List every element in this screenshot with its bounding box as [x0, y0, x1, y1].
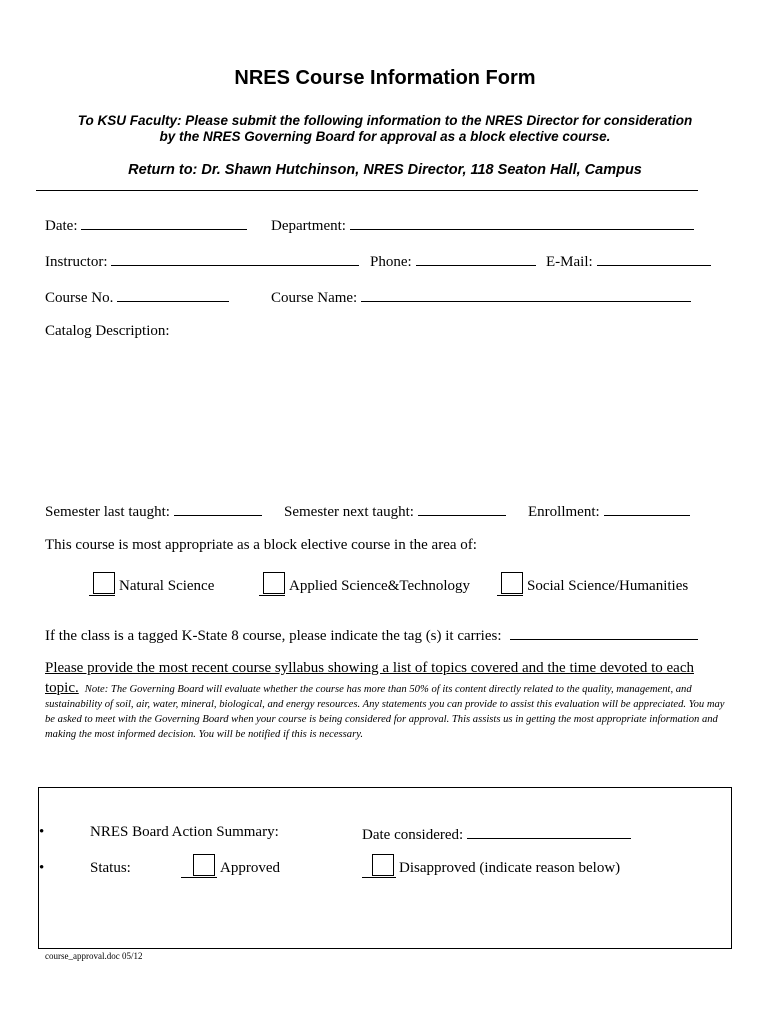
- status-label: Status:: [90, 860, 131, 876]
- footer-filename: course_approval.doc 05/12: [45, 951, 143, 961]
- intro-line-1: To KSU Faculty: Please submit the following information to the NRES Director for consideration: [77, 113, 693, 128]
- course-name-field[interactable]: [271, 287, 691, 307]
- natural-science-checkbox[interactable]: [89, 572, 115, 596]
- date-considered-field[interactable]: [362, 824, 631, 844]
- approved-checkbox[interactable]: [181, 854, 217, 878]
- date-blank[interactable]: [81, 215, 247, 230]
- date-label: Date:: [45, 218, 78, 234]
- enrollment-blank[interactable]: [604, 501, 690, 516]
- date-considered-blank[interactable]: [467, 824, 631, 839]
- date-field[interactable]: [45, 215, 247, 235]
- syllabus-note: Note: The Governing Board will evaluate whether the course has more than 50% of its content directly related to the quality, management, and sustainability of soil, air, water, mineral, biological, and energy resources. Any statements you can provide to assist this evaluation will be appreciated. You may be asked to meet with the Governing Board when your course is being considered for approval. This assists us in getting the most appropriate information and making the most informed decision. You will be notified if this is necessary.: [45, 684, 725, 740]
- kstate8-field[interactable]: [45, 625, 698, 645]
- status-disapproved[interactable]: [362, 854, 620, 878]
- syllabus-instruction: Please provide the most recent course syllabus showing a list of topics covered and the time devoted to each: [45, 660, 694, 676]
- intro-line-2: by the NRES Governing Board for approval as a block elective course.: [159, 129, 611, 144]
- social-science-label: Social Science/Humanities: [527, 578, 689, 594]
- area-option-applied-science[interactable]: [259, 572, 470, 596]
- enrollment-field[interactable]: [528, 501, 690, 521]
- kstate8-blank[interactable]: [510, 625, 698, 640]
- disapproved-label: Disapproved (indicate reason below): [399, 860, 621, 876]
- email-label: E-Mail:: [546, 254, 593, 270]
- course-name-label: Course Name:: [271, 290, 358, 306]
- social-science-checkbox[interactable]: [497, 572, 523, 596]
- semester-last-blank[interactable]: [174, 501, 262, 516]
- board-bullet-1: •: [39, 824, 45, 840]
- syllabus-instruction-cont: topic.: [45, 680, 79, 696]
- semester-next-field[interactable]: [284, 501, 506, 521]
- phone-blank[interactable]: [416, 251, 536, 266]
- form-title: NRES Course Information Form: [234, 67, 536, 89]
- status-approved[interactable]: [181, 854, 280, 878]
- semester-next-label: Semester next taught:: [284, 504, 414, 520]
- disapproved-checkbox[interactable]: [362, 854, 396, 878]
- department-blank[interactable]: [350, 215, 694, 230]
- course-no-blank[interactable]: [117, 287, 229, 302]
- syllabus-note-block: [45, 681, 730, 742]
- course-no-field[interactable]: [45, 287, 229, 307]
- header-divider: [36, 190, 698, 191]
- applied-science-label: Applied Science&Technology: [289, 578, 470, 594]
- board-summary-label: NRES Board Action Summary:: [90, 824, 279, 840]
- department-field[interactable]: [271, 215, 694, 235]
- enrollment-label: Enrollment:: [528, 504, 600, 520]
- course-no-label: Course No.: [45, 290, 114, 306]
- area-prompt: This course is most appropriate as a block elective course in the area of:: [45, 537, 477, 553]
- semester-last-field[interactable]: [45, 501, 262, 521]
- catalog-description-area[interactable]: [45, 345, 725, 485]
- instructor-label: Instructor:: [45, 254, 108, 270]
- phone-field[interactable]: [370, 251, 536, 271]
- board-action-box: [38, 787, 732, 949]
- semester-next-blank[interactable]: [418, 501, 506, 516]
- email-blank[interactable]: [597, 251, 711, 266]
- email-field[interactable]: [546, 251, 711, 271]
- natural-science-label: Natural Science: [119, 578, 215, 594]
- applied-science-checkbox[interactable]: [259, 572, 285, 596]
- phone-label: Phone:: [370, 254, 412, 270]
- instructor-field[interactable]: [45, 251, 359, 271]
- return-to: Return to: Dr. Shawn Hutchinson, NRES Director, 118 Seaton Hall, Campus: [128, 162, 642, 178]
- semester-last-label: Semester last taught:: [45, 504, 170, 520]
- board-bullet-2: •: [39, 860, 45, 876]
- course-name-blank[interactable]: [361, 287, 691, 302]
- area-option-natural-science[interactable]: [89, 572, 214, 596]
- area-option-social-science[interactable]: [497, 572, 688, 596]
- instructor-blank[interactable]: [111, 251, 359, 266]
- catalog-description-label: Catalog Description:: [45, 323, 170, 339]
- approved-label: Approved: [220, 860, 280, 876]
- kstate8-label: If the class is a tagged K-State 8 course, please indicate the tag (s) it carries:: [45, 628, 502, 644]
- department-label: Department:: [271, 218, 346, 234]
- date-considered-label: Date considered:: [362, 827, 464, 843]
